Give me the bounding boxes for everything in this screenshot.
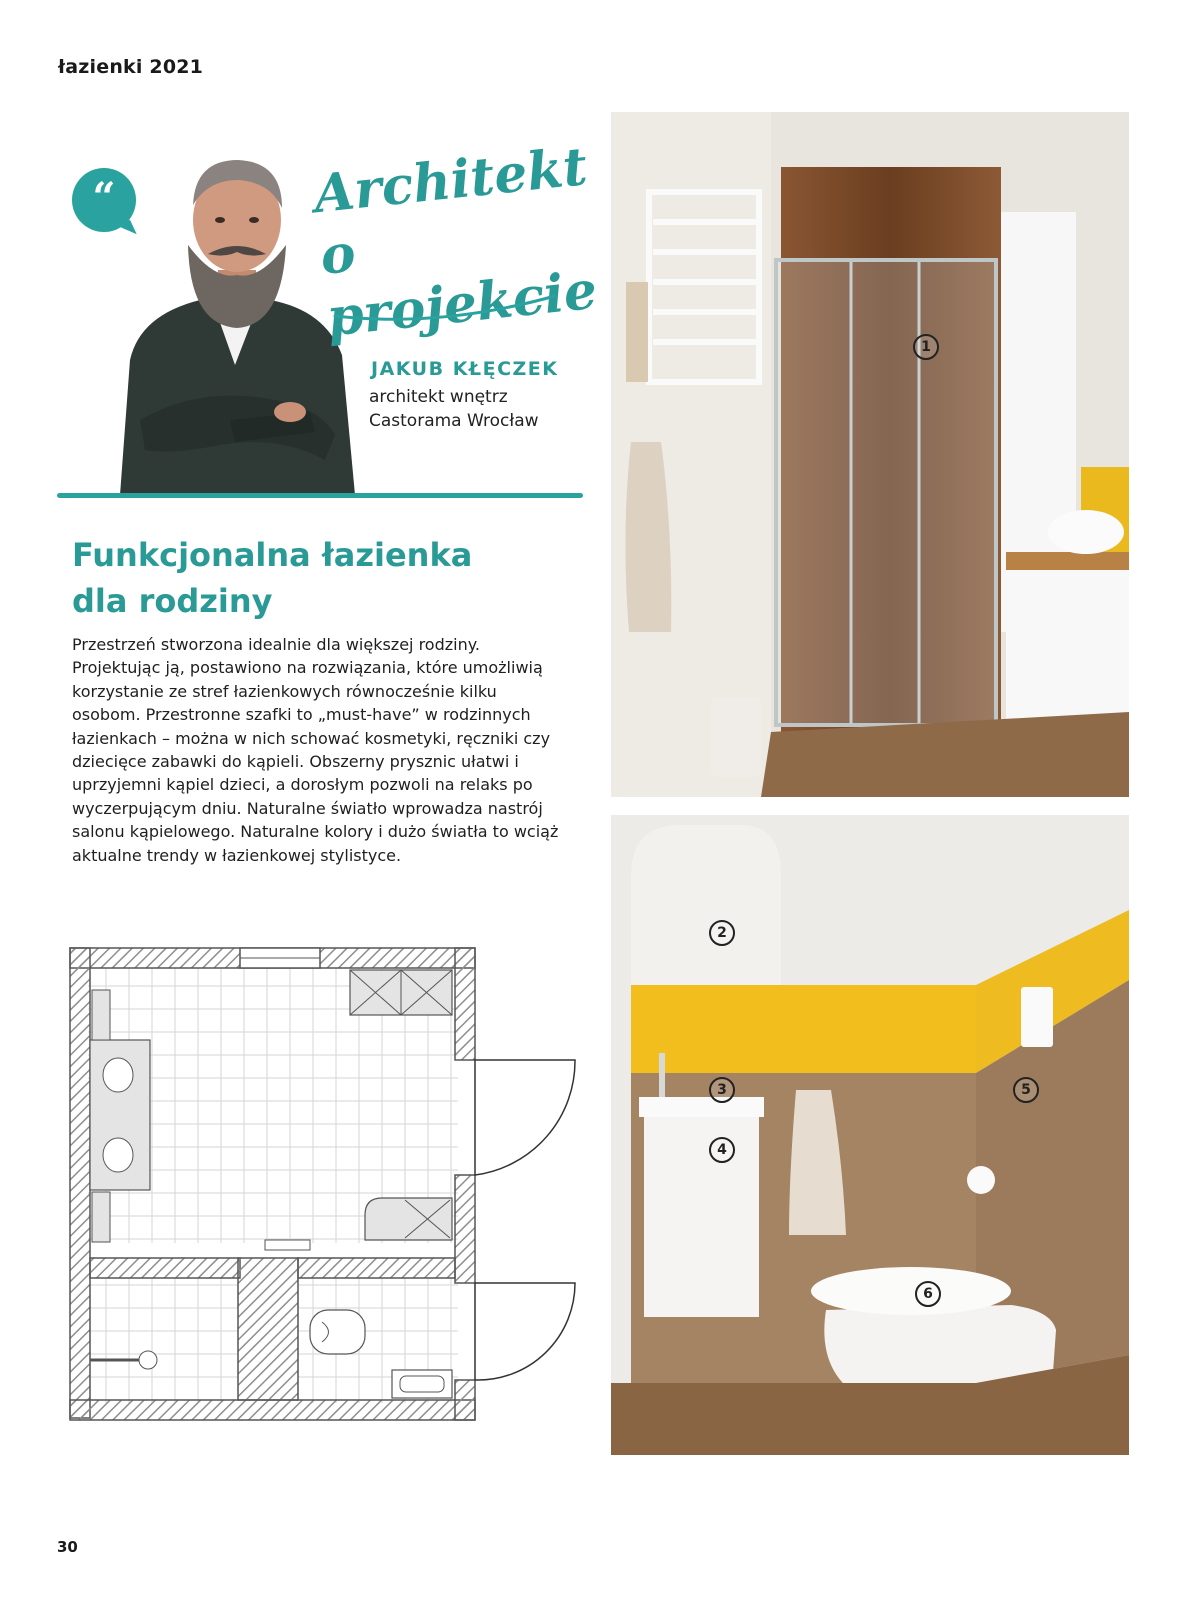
article-heading bbox=[72, 532, 572, 624]
quote-icon: “ bbox=[72, 168, 136, 232]
marker-5: 5 bbox=[1013, 1077, 1039, 1103]
author-role-line2: Castorama Wrocław bbox=[369, 411, 539, 431]
title-swoosh bbox=[330, 288, 560, 328]
author-name: JAKUB KŁĘCZEK bbox=[371, 358, 559, 380]
section-header: łazienki 2021 bbox=[58, 56, 204, 78]
marker-4: 4 bbox=[709, 1137, 735, 1163]
marker-2: 2 bbox=[709, 920, 735, 946]
wc-scene bbox=[611, 815, 1129, 1455]
marker-1: 1 bbox=[913, 334, 939, 360]
article-heading-line2: dla rodziny bbox=[72, 582, 273, 620]
page-number: 30 bbox=[57, 1538, 78, 1556]
feature-title-line2: o projekcie bbox=[317, 222, 600, 349]
author-role-line1: architekt wnętrz bbox=[369, 387, 508, 407]
article-heading-line1: Funkcjonalna łazienka bbox=[72, 536, 473, 574]
bathroom-photo-wc bbox=[611, 815, 1129, 1455]
article-body: Przestrzeń stworzona idealnie dla większej rodziny. Projektując ją, postawiono na rozwiązania, które umożliwią korzystanie ze stref łazienkowych równocześnie kilku osobom. Przestronne szafki to „must-have” w rodzinnych łazienkach – można w nich schować kosmetyki, ręczniki czy dziecięce zabawki do kąpieli. Obszerny prysznic ułatwi i uprzyjemni kąpiel dzieci, a dorosłym pozwoli na relaks po wyczerpującym dniu. Naturalne światło wprowadza nastrój salonu kąpielowego. Naturalne kolory i dużo światła to wciąż aktualne trendy w łazienkowej stylistyce. bbox=[72, 635, 559, 865]
floor-plan bbox=[60, 940, 585, 1460]
marker-6: 6 bbox=[915, 1281, 941, 1307]
section-divider bbox=[57, 493, 583, 498]
marker-3: 3 bbox=[709, 1077, 735, 1103]
author-role bbox=[369, 385, 539, 433]
feature-title-line1: Architekt bbox=[311, 135, 591, 226]
shower-scene bbox=[611, 112, 1129, 797]
bathroom-photo-shower bbox=[611, 112, 1129, 797]
